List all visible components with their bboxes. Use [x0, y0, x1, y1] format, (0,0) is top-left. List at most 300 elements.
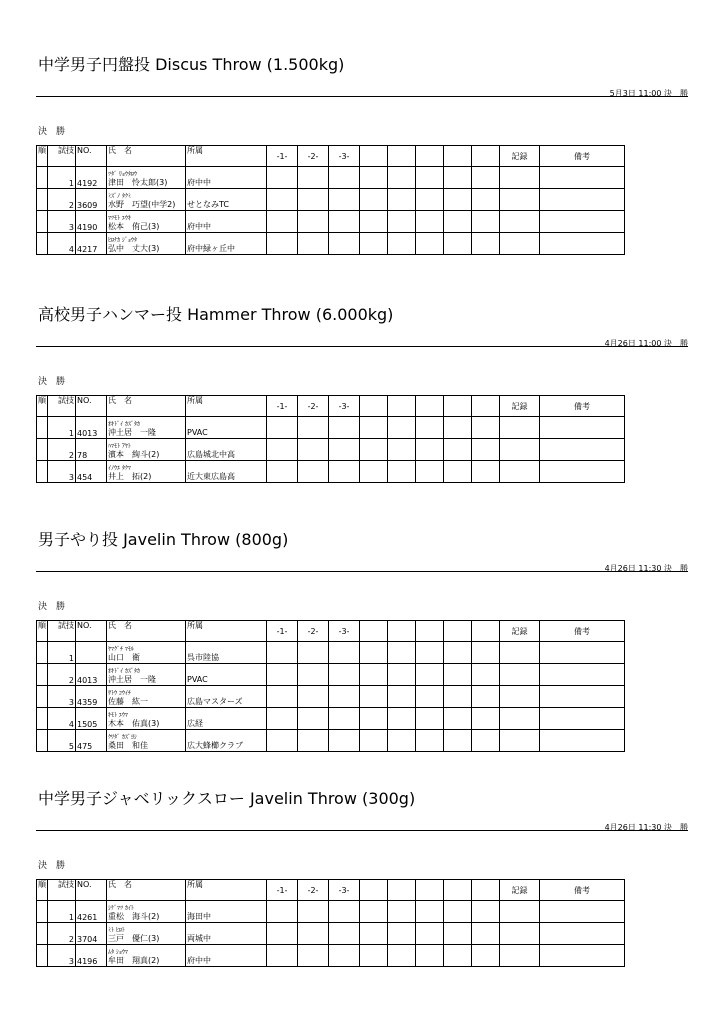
attempt-cell — [444, 417, 472, 439]
bib-number: 475 — [76, 730, 107, 752]
title-rule — [36, 830, 688, 831]
results-table — [36, 145, 625, 255]
record-cell — [500, 211, 540, 233]
header-t2: -2- — [298, 880, 329, 901]
header-t2: -2- — [298, 396, 329, 417]
attempt-cell — [360, 664, 388, 686]
athlete-row — [37, 642, 625, 664]
name-cell — [107, 167, 186, 189]
bib-number: 4196 — [76, 945, 107, 967]
title-rule — [36, 571, 688, 572]
name-cell — [107, 730, 186, 752]
note-cell — [540, 708, 625, 730]
athlete-row — [37, 923, 625, 945]
name-kana: ﾑﾀ ｼｮｳﾏ — [108, 949, 128, 956]
event-title: 中学男子ジャベリックスロー Javelin Throw (300g) — [38, 789, 416, 808]
team-cell — [186, 439, 267, 461]
name-cell — [107, 211, 186, 233]
attempt-cell — [416, 233, 444, 255]
record-cell — [500, 417, 540, 439]
name-kana: ｸﾜﾀﾞ ｶｽﾞﾖｼ — [108, 734, 137, 741]
attempt-cell — [267, 686, 298, 708]
athlete-name: 弘中 丈大(3) — [108, 244, 160, 253]
attempt-cell — [360, 686, 388, 708]
name-kana: ﾐｽﾞﾉ ﾀｸﾐ — [108, 193, 131, 200]
attempt-cell — [360, 167, 388, 189]
attempt-cell — [298, 945, 329, 967]
header-order: 順 — [37, 146, 48, 167]
team-name: PVAC — [187, 675, 208, 684]
team-cell — [186, 461, 267, 483]
record-cell — [500, 461, 540, 483]
heat-cell: 2 — [48, 664, 76, 686]
header-note: 備考 — [540, 146, 625, 167]
header-blank — [472, 880, 500, 901]
attempt-cell — [472, 642, 500, 664]
record-cell — [500, 686, 540, 708]
order-cell — [37, 730, 48, 752]
attempt-cell — [298, 211, 329, 233]
event-schedule: 4月26日 11:30 決 勝 — [604, 823, 688, 832]
attempt-cell — [329, 945, 360, 967]
name-kana: ﾏﾂﾓﾄ ﾕｳｷ — [108, 215, 131, 222]
attempt-cell — [360, 901, 388, 923]
bib-number: 3609 — [76, 189, 107, 211]
attempt-cell — [298, 708, 329, 730]
header-record: 記録 — [500, 880, 540, 901]
attempt-cell — [267, 189, 298, 211]
header-t3: -3- — [329, 621, 360, 642]
note-cell — [540, 945, 625, 967]
team-name: 両城中 — [187, 934, 211, 943]
team-cell — [186, 211, 267, 233]
header-record: 記録 — [500, 621, 540, 642]
attempt-cell — [267, 233, 298, 255]
order-cell — [37, 901, 48, 923]
order-cell — [37, 923, 48, 945]
record-cell — [500, 708, 540, 730]
header-blank — [416, 621, 444, 642]
team-name: 府中中 — [187, 956, 211, 965]
attempt-cell — [388, 945, 416, 967]
attempt-cell — [298, 167, 329, 189]
note-cell — [540, 439, 625, 461]
name-cell — [107, 945, 186, 967]
note-cell — [540, 923, 625, 945]
name-kana: ｲﾉｳｴ ﾀｸﾏ — [108, 465, 131, 472]
team-name: 広島城北中高 — [187, 450, 235, 459]
attempt-cell — [472, 730, 500, 752]
attempt-cell — [360, 233, 388, 255]
attempt-cell — [329, 461, 360, 483]
record-cell — [500, 189, 540, 211]
header-team: 所属 — [186, 396, 267, 417]
team-cell — [186, 730, 267, 752]
athlete-name: 牟田 翔真(2) — [108, 956, 160, 965]
header-row — [37, 396, 625, 417]
attempt-cell — [329, 901, 360, 923]
heat-cell: 1 — [48, 642, 76, 664]
header-name: 氏 名 — [107, 621, 186, 642]
order-cell — [37, 211, 48, 233]
record-cell — [500, 945, 540, 967]
attempt-cell — [267, 708, 298, 730]
attempt-cell — [388, 167, 416, 189]
note-cell — [540, 642, 625, 664]
attempt-cell — [360, 945, 388, 967]
record-cell — [500, 664, 540, 686]
attempt-cell — [329, 923, 360, 945]
attempt-cell — [360, 461, 388, 483]
attempt-cell — [298, 233, 329, 255]
header-t1: -1- — [267, 621, 298, 642]
attempt-cell — [416, 167, 444, 189]
attempt-cell — [267, 461, 298, 483]
order-cell — [37, 686, 48, 708]
attempt-cell — [360, 642, 388, 664]
team-cell — [186, 167, 267, 189]
attempt-cell — [329, 664, 360, 686]
header-no: NO. — [76, 396, 107, 417]
bib-number: 4013 — [76, 664, 107, 686]
header-row — [37, 146, 625, 167]
attempt-cell — [472, 439, 500, 461]
header-blank — [444, 880, 472, 901]
athlete-row — [37, 461, 625, 483]
attempt-cell — [388, 439, 416, 461]
header-blank — [472, 621, 500, 642]
name-cell — [107, 642, 186, 664]
attempt-cell — [416, 461, 444, 483]
attempt-cell — [444, 708, 472, 730]
name-kana: ﾊﾏﾓﾄ ｱﾔﾄ — [108, 443, 131, 450]
header-blank — [444, 396, 472, 417]
order-cell — [37, 945, 48, 967]
name-cell — [107, 461, 186, 483]
heat-cell: 1 — [48, 901, 76, 923]
order-cell — [37, 233, 48, 255]
heat-cell: 3 — [48, 461, 76, 483]
event-title: 高校男子ハンマー投 Hammer Throw (6.000kg) — [38, 305, 394, 324]
team-cell — [186, 664, 267, 686]
bib-number: 1505 — [76, 708, 107, 730]
attempt-cell — [388, 417, 416, 439]
record-cell — [500, 233, 540, 255]
attempt-cell — [267, 923, 298, 945]
athlete-name: 山口 衛 — [108, 653, 140, 662]
header-t3: -3- — [329, 146, 360, 167]
bib-number: 3704 — [76, 923, 107, 945]
name-kana: ｻﾄｳ ｺｳｲﾁ — [108, 690, 131, 697]
note-cell — [540, 686, 625, 708]
athlete-row — [37, 417, 625, 439]
header-blank — [360, 146, 388, 167]
attempt-cell — [416, 439, 444, 461]
order-cell — [37, 642, 48, 664]
record-cell — [500, 439, 540, 461]
team-name: 海田中 — [187, 912, 211, 921]
attempt-cell — [329, 417, 360, 439]
attempt-cell — [329, 167, 360, 189]
header-blank — [444, 146, 472, 167]
header-blank — [416, 396, 444, 417]
note-cell — [540, 901, 625, 923]
header-row — [37, 880, 625, 901]
athlete-name: 桑田 和佳 — [108, 741, 148, 750]
athlete-row — [37, 708, 625, 730]
attempt-cell — [388, 708, 416, 730]
heat-cell: 2 — [48, 189, 76, 211]
bib-number: 4192 — [76, 167, 107, 189]
attempt-cell — [416, 417, 444, 439]
attempt-cell — [267, 730, 298, 752]
note-cell — [540, 167, 625, 189]
attempt-cell — [329, 708, 360, 730]
team-cell — [186, 189, 267, 211]
attempt-cell — [298, 901, 329, 923]
attempt-cell — [329, 439, 360, 461]
note-cell — [540, 189, 625, 211]
round-label: 決 勝 — [38, 127, 66, 137]
header-blank — [388, 396, 416, 417]
header-order: 順 — [37, 396, 48, 417]
attempt-cell — [444, 461, 472, 483]
attempt-cell — [267, 417, 298, 439]
header-t1: -1- — [267, 146, 298, 167]
header-blank — [360, 621, 388, 642]
header-team: 所属 — [186, 880, 267, 901]
attempt-cell — [388, 664, 416, 686]
name-kana: ｷﾓﾄ ﾕｳﾏ — [108, 712, 128, 719]
header-name: 氏 名 — [107, 880, 186, 901]
bib-number: 4359 — [76, 686, 107, 708]
header-no: NO. — [76, 621, 107, 642]
attempt-cell — [416, 686, 444, 708]
team-cell — [186, 417, 267, 439]
athlete-name: 沖土居 一隆 — [108, 675, 156, 684]
attempt-cell — [416, 708, 444, 730]
team-cell — [186, 901, 267, 923]
header-blank — [388, 880, 416, 901]
athlete-name: 佐藤 紘一 — [108, 697, 148, 706]
attempt-cell — [360, 708, 388, 730]
results-table — [36, 879, 625, 967]
team-name: PVAC — [187, 428, 208, 437]
header-no: NO. — [76, 880, 107, 901]
athlete-row — [37, 664, 625, 686]
team-cell — [186, 923, 267, 945]
attempt-cell — [388, 233, 416, 255]
attempt-cell — [360, 189, 388, 211]
header-team: 所属 — [186, 621, 267, 642]
header-heat: 試技 — [48, 146, 76, 167]
header-no: NO. — [76, 146, 107, 167]
results-table — [36, 620, 625, 752]
attempt-cell — [416, 642, 444, 664]
attempt-cell — [298, 686, 329, 708]
event-title: 中学男子円盤投 Discus Throw (1.500kg) — [38, 55, 345, 74]
header-note: 備考 — [540, 396, 625, 417]
round-label: 決 勝 — [38, 602, 66, 612]
event-title: 男子やり投 Javelin Throw (800g) — [38, 530, 289, 549]
name-cell — [107, 923, 186, 945]
athlete-row — [37, 439, 625, 461]
attempt-cell — [416, 211, 444, 233]
team-cell — [186, 686, 267, 708]
athlete-name: 松本 侑己(3) — [108, 222, 160, 231]
attempt-cell — [329, 686, 360, 708]
record-cell — [500, 642, 540, 664]
header-blank — [472, 146, 500, 167]
name-kana: ﾂﾀﾞ ﾘｮｳﾀﾛｳ — [108, 171, 137, 178]
header-record: 記録 — [500, 146, 540, 167]
note-cell — [540, 211, 625, 233]
attempt-cell — [444, 211, 472, 233]
name-cell — [107, 901, 186, 923]
attempt-cell — [444, 945, 472, 967]
attempt-cell — [416, 923, 444, 945]
record-cell — [500, 730, 540, 752]
header-heat: 試技 — [48, 621, 76, 642]
attempt-cell — [416, 189, 444, 211]
name-cell — [107, 439, 186, 461]
header-row — [37, 621, 625, 642]
header-heat: 試技 — [48, 880, 76, 901]
attempt-cell — [444, 233, 472, 255]
attempt-cell — [472, 417, 500, 439]
attempt-cell — [329, 730, 360, 752]
attempt-cell — [444, 189, 472, 211]
attempt-cell — [388, 923, 416, 945]
heat-cell: 5 — [48, 730, 76, 752]
attempt-cell — [388, 730, 416, 752]
event-schedule: 4月26日 11:30 決 勝 — [604, 564, 688, 573]
order-cell — [37, 461, 48, 483]
team-name: 府中中 — [187, 222, 211, 231]
attempt-cell — [267, 945, 298, 967]
team-name: 広島マスターズ — [187, 697, 243, 706]
attempt-cell — [472, 167, 500, 189]
attempt-cell — [329, 233, 360, 255]
attempt-cell — [360, 211, 388, 233]
heat-cell: 3 — [48, 945, 76, 967]
title-rule — [36, 96, 688, 97]
header-t3: -3- — [329, 396, 360, 417]
note-cell — [540, 233, 625, 255]
name-cell — [107, 664, 186, 686]
attempt-cell — [472, 708, 500, 730]
record-cell — [500, 167, 540, 189]
header-blank — [416, 146, 444, 167]
header-blank — [388, 621, 416, 642]
attempt-cell — [472, 211, 500, 233]
header-order: 順 — [37, 621, 48, 642]
header-note: 備考 — [540, 880, 625, 901]
athlete-row — [37, 167, 625, 189]
athlete-name: 津田 怜太郎(3) — [108, 178, 168, 187]
attempt-cell — [472, 945, 500, 967]
header-t3: -3- — [329, 880, 360, 901]
order-cell — [37, 189, 48, 211]
header-t1: -1- — [267, 880, 298, 901]
attempt-cell — [388, 901, 416, 923]
note-cell — [540, 461, 625, 483]
attempt-cell — [360, 439, 388, 461]
title-rule — [36, 346, 688, 347]
team-cell — [186, 642, 267, 664]
attempt-cell — [444, 167, 472, 189]
record-cell — [500, 901, 540, 923]
heat-cell: 4 — [48, 233, 76, 255]
header-blank — [360, 880, 388, 901]
attempt-cell — [472, 461, 500, 483]
name-kana: ｼｹﾞﾏﾂ ｶｲﾄ — [108, 905, 134, 912]
heat-cell: 2 — [48, 439, 76, 461]
header-t1: -1- — [267, 396, 298, 417]
attempt-cell — [329, 189, 360, 211]
attempt-cell — [388, 211, 416, 233]
athlete-name: 水野 巧望(中学2) — [108, 200, 176, 209]
heat-cell: 1 — [48, 167, 76, 189]
attempt-cell — [388, 686, 416, 708]
attempt-cell — [444, 730, 472, 752]
round-label: 決 勝 — [38, 377, 66, 387]
header-blank — [388, 146, 416, 167]
header-order: 順 — [37, 880, 48, 901]
note-cell — [540, 730, 625, 752]
attempt-cell — [416, 730, 444, 752]
attempt-cell — [298, 417, 329, 439]
attempt-cell — [444, 664, 472, 686]
attempt-cell — [329, 211, 360, 233]
bib-number: 4261 — [76, 901, 107, 923]
order-cell — [37, 167, 48, 189]
attempt-cell — [444, 686, 472, 708]
attempt-cell — [388, 461, 416, 483]
name-cell — [107, 233, 186, 255]
name-kana: ﾐﾄ ﾋﾛﾄ — [108, 927, 125, 934]
attempt-cell — [267, 439, 298, 461]
attempt-cell — [416, 945, 444, 967]
header-t2: -2- — [298, 146, 329, 167]
athlete-row — [37, 189, 625, 211]
heat-cell: 3 — [48, 686, 76, 708]
attempt-cell — [472, 901, 500, 923]
attempt-cell — [388, 189, 416, 211]
bib-number: 78 — [76, 439, 107, 461]
heat-cell: 2 — [48, 923, 76, 945]
header-heat: 試技 — [48, 396, 76, 417]
team-name: 呉市陸協 — [187, 653, 219, 662]
attempt-cell — [298, 664, 329, 686]
name-kana: ｵｷﾄﾞｲ ｶｽﾞﾀｶ — [108, 421, 140, 428]
header-team: 所属 — [186, 146, 267, 167]
athlete-row — [37, 730, 625, 752]
athlete-row — [37, 901, 625, 923]
team-name: 府中緑ヶ丘中 — [187, 244, 235, 253]
team-cell — [186, 233, 267, 255]
attempt-cell — [360, 417, 388, 439]
attempt-cell — [472, 686, 500, 708]
attempt-cell — [444, 901, 472, 923]
athlete-name: 重松 海斗(2) — [108, 912, 160, 921]
header-record: 記録 — [500, 396, 540, 417]
bib-number: 4217 — [76, 233, 107, 255]
athlete-name: 沖土居 一隆 — [108, 428, 156, 437]
attempt-cell — [267, 901, 298, 923]
name-cell — [107, 708, 186, 730]
attempt-cell — [267, 664, 298, 686]
